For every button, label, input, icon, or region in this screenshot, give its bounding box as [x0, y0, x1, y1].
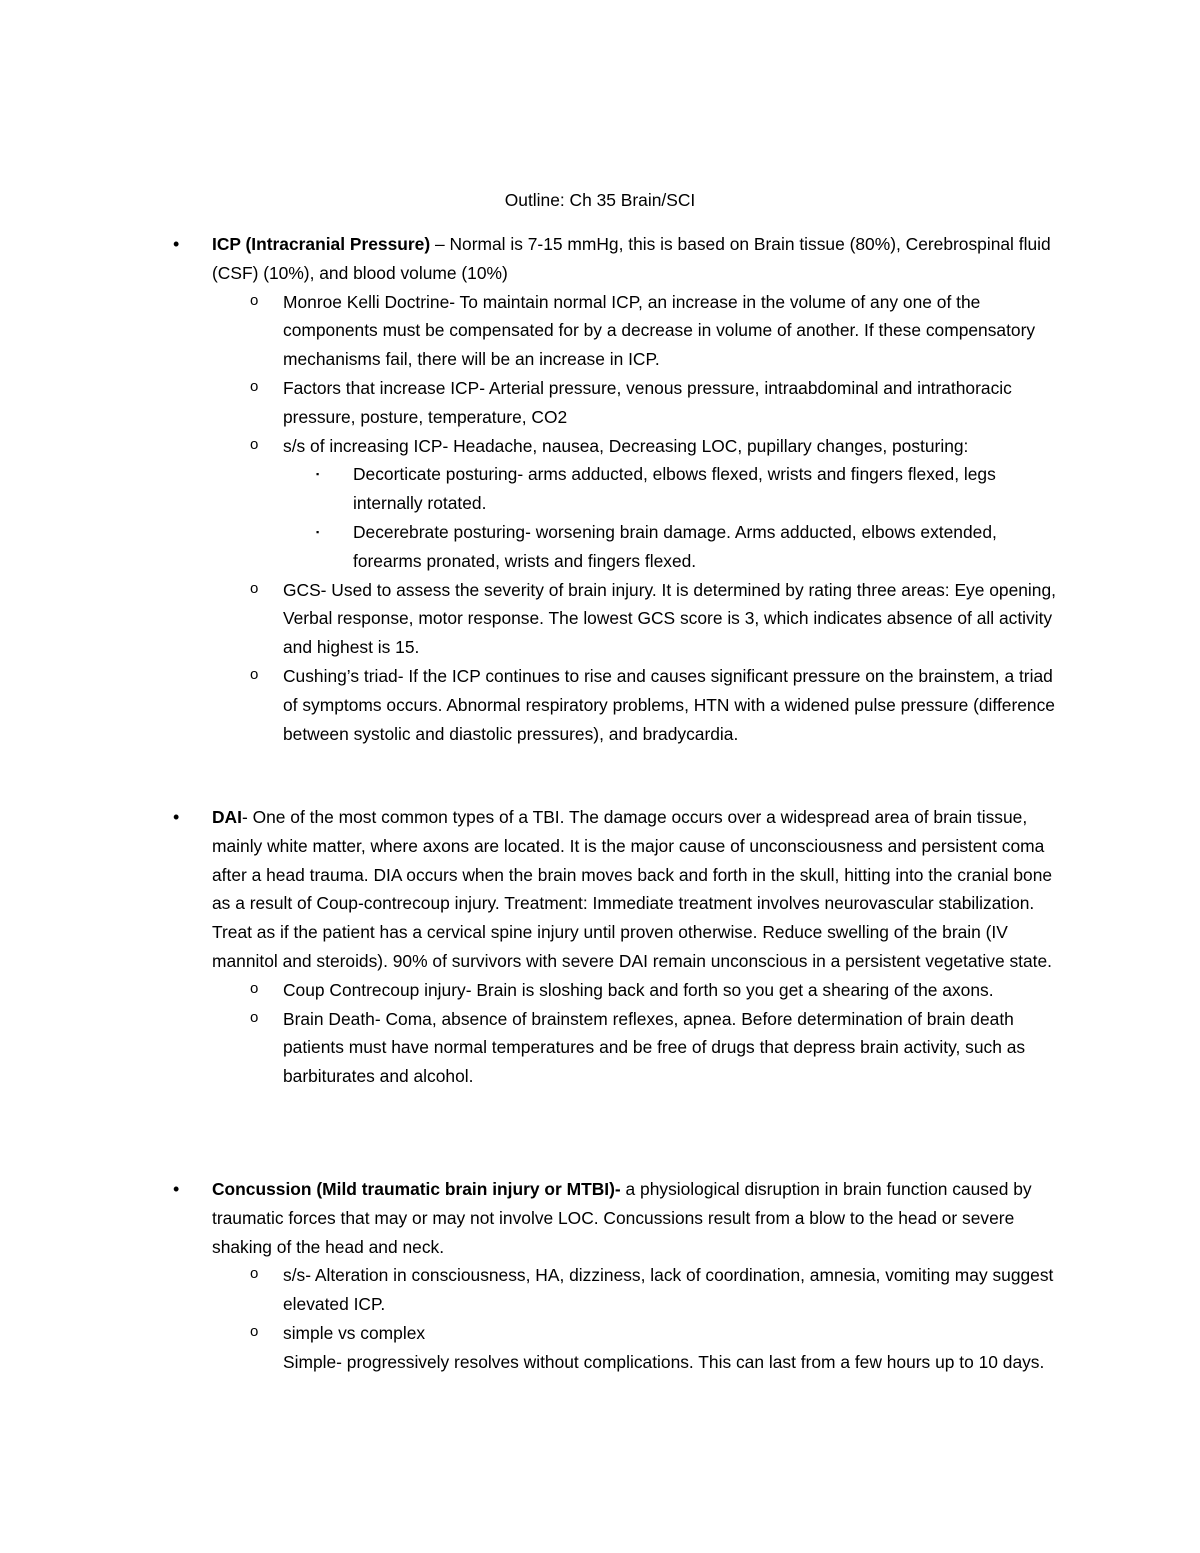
bullet-marker: • — [173, 234, 180, 254]
circle-marker: o — [250, 979, 259, 997]
simple-description: Simple- progressively resolves without complications. This can last from a few hours up to 10 days. — [283, 1351, 1045, 1372]
square-marker: ▪ — [316, 469, 320, 480]
bullet-marker: • — [173, 1179, 180, 1199]
list-item-decerebrate — [0, 518, 1060, 576]
list-item-cushings-triad — [0, 662, 1060, 748]
subitem-text: simple vs complex — [283, 1322, 426, 1343]
list-item-icp-signs — [0, 432, 1060, 461]
subitem-text: Monroe Kelli Doctrine- To maintain normal ICP, an increase in the volume of any one of the components must be compensated for by a decrease in volume of another. If these compensatory mechanisms fail, there will be an increase in ICP. — [283, 291, 1036, 370]
list-item-concussion-signs — [0, 1261, 1060, 1319]
list-item-decorticate — [0, 460, 1060, 518]
section-dai — [0, 803, 1200, 1091]
page-title: Outline: Ch 35 Brain/SCI — [504, 190, 696, 210]
circle-marker: o — [250, 1008, 259, 1026]
square-marker: ▪ — [316, 526, 320, 537]
section-concussion — [0, 1175, 1200, 1377]
list-item-icp-factors — [0, 374, 1060, 432]
list-item-simple-vs-complex — [0, 1319, 1060, 1348]
subitem-text: Decorticate posturing- arms adducted, elbows flexed, wrists and fingers flexed, legs internally rotated. — [353, 464, 996, 514]
icp-text: – Normal is 7-15 mmHg, this is based on Brain tissue (80%), Cerebrospinal fluid (CSF) (10%), and blood volume (10%) — [212, 234, 1051, 283]
circle-marker: o — [250, 665, 259, 683]
circle-marker: o — [250, 377, 259, 395]
circle-marker: o — [250, 291, 259, 309]
subitem-text: s/s of increasing ICP- Headache, nausea, Decreasing LOC, pupillary changes, posturing: — [283, 435, 969, 456]
bullet-marker: • — [173, 807, 180, 827]
section-icp — [0, 230, 1200, 748]
circle-marker: o — [250, 435, 259, 453]
circle-marker: o — [250, 1265, 259, 1283]
concussion-heading: Concussion (Mild traumatic brain injury or MTBI)- — [212, 1179, 621, 1199]
subitem-text: Cushing’s triad- If the ICP continues to rise and causes significant pressure on the brainstem, a triad of symptoms occurs. Abnormal respiratory problems, HTN with a widened pulse pressure (difference between systolic and diastolic pressures), and bradycardia. — [283, 665, 1055, 744]
list-item-coup-contrecoup — [0, 976, 1060, 1005]
subitem-text: s/s- Alteration in consciousness, HA, dizziness, lack of coordination, amnesia, vomiting may suggest elevated ICP. — [283, 1265, 1054, 1315]
dai-heading: DAI — [212, 807, 242, 827]
dai-text: - One of the most common types of a TBI. The damage occurs over a widespread area of brain tissue, mainly white matter, where axons are located. It is the major cause of unconsciousness and persistent coma after a head trauma. DIA occurs when the brain moves back and forth in the skull, hitting into the cranial bone as a result of Coup-contrecoup injury. Treatment: Immediate treatment involves neurovascular stabilization. Treat as if the patient has a cervical spine injury until proven otherwise. Reduce swelling of the brain (IV mannitol and steroids). 90% of survivors with severe DAI remain unconscious in a persistent vegetative state. — [212, 807, 1053, 971]
list-item-gcs — [0, 576, 1060, 662]
subitem-text: Decerebrate posturing- worsening brain damage. Arms adducted, elbows extended, forearms pronated, wrists and fingers flexed. — [353, 521, 997, 571]
list-item-monroe-kelli — [0, 288, 1060, 374]
circle-marker: o — [250, 1322, 259, 1340]
list-item-brain-death — [0, 1005, 1060, 1091]
subitem-text: GCS- Used to assess the severity of brain injury. It is determined by rating three areas: Eye opening, Verbal response, motor response. The lowest GCS score is 3, which indicates absence of all activity and highest is 15. — [283, 579, 1056, 658]
concussion-text: a physiological disruption in brain function caused by traumatic forces that may or may not involve LOC. Concussions result from a blow to the head or severe shaking of the head and neck. — [212, 1179, 1032, 1257]
subitem-text: Brain Death- Coma, absence of brainstem reflexes, apnea. Before determination of brain death patients must have normal temperatures and be free of drugs that depress brain activity, such as barbiturates and alcohol. — [283, 1008, 1026, 1087]
circle-marker: o — [250, 579, 259, 597]
list-item-concussion — [0, 1175, 1060, 1261]
list-item-dai — [0, 803, 1060, 976]
subitem-text: Coup Contrecoup injury- Brain is sloshing back and forth so you get a shearing of the axons. — [283, 979, 994, 1000]
subitem-text: Factors that increase ICP- Arterial pressure, venous pressure, intraabdominal and intrathoracic pressure, posture, temperature, CO2 — [283, 377, 1012, 427]
list-item-icp — [0, 230, 1060, 288]
icp-heading: ICP (Intracranial Pressure) — [212, 234, 431, 254]
